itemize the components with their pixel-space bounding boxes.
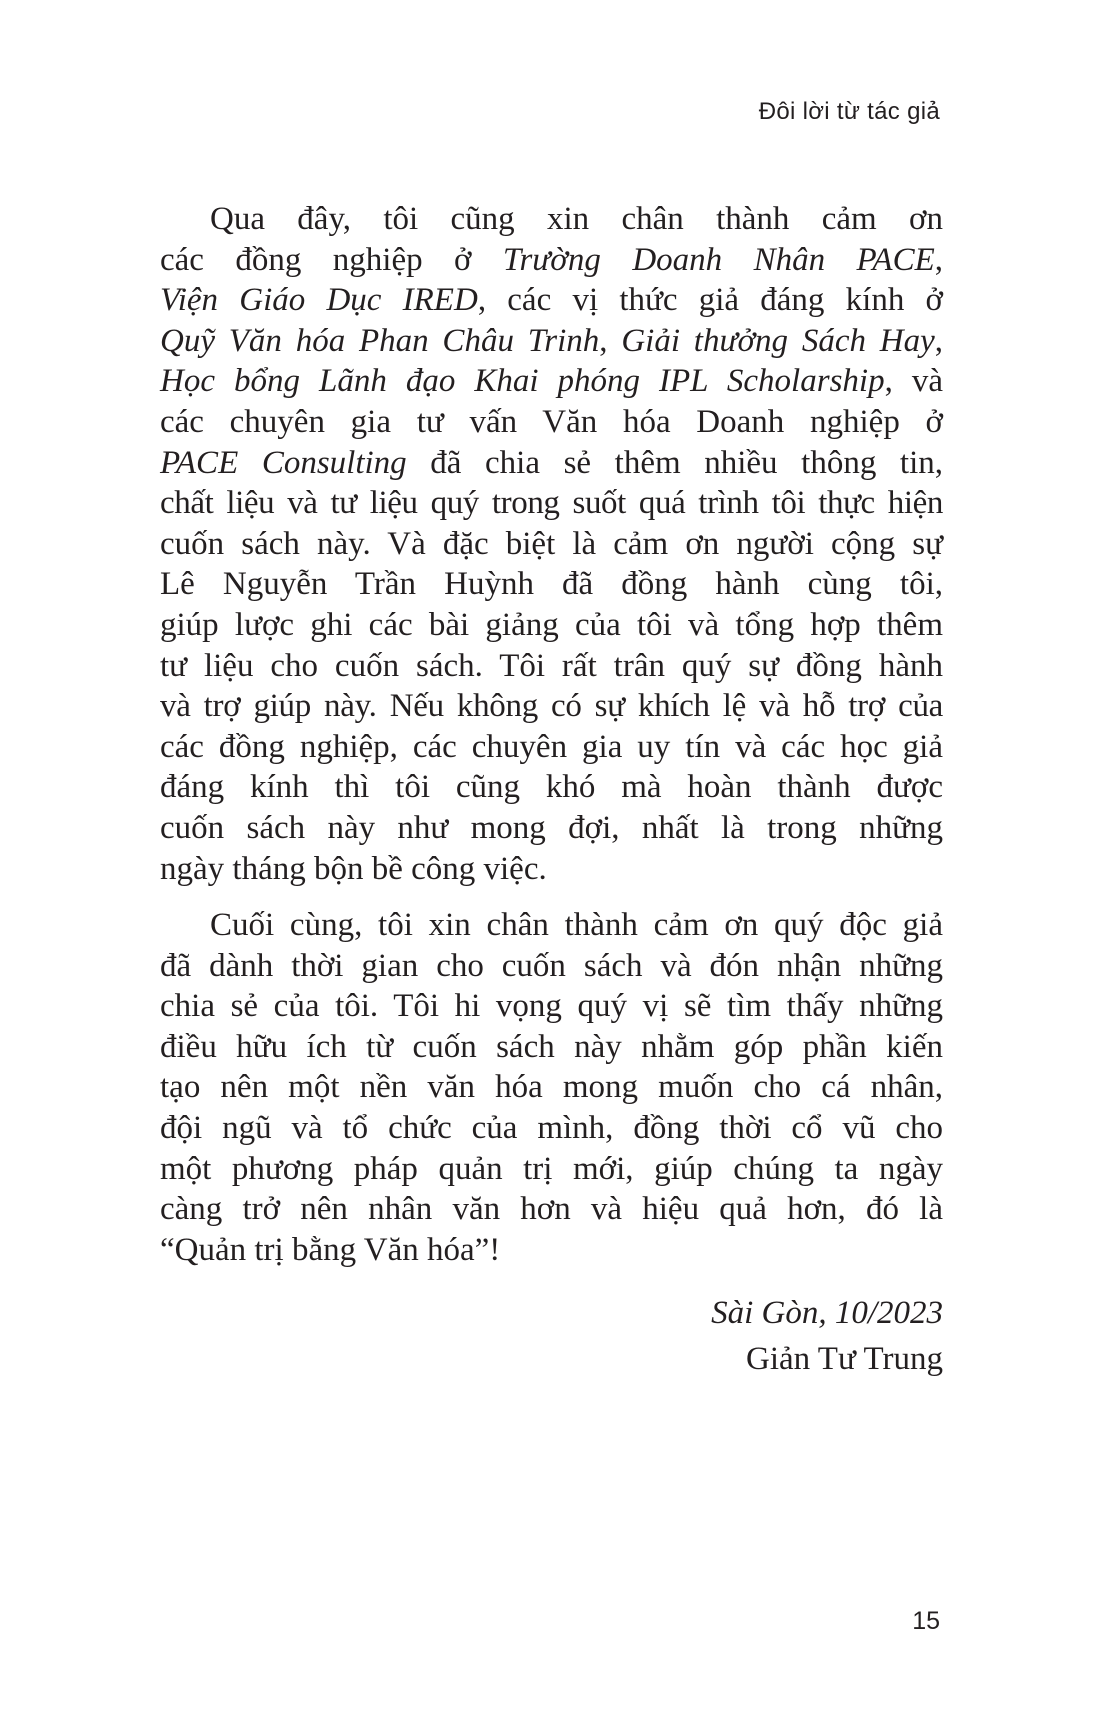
institution-name: Trường Doanh Nhân PACE [502, 241, 935, 278]
text-line: cuốn sách này như mong đợi, nhất là trong những [160, 809, 943, 846]
body-text [160, 199, 943, 1270]
text-line: “Quản trị bằng Văn hóa”! [160, 1231, 501, 1268]
text-line: Qua đây, tôi cũng xin chân thành cảm ơn [210, 201, 943, 237]
paragraph-acknowledgements [160, 199, 943, 889]
text-line: một phương pháp quản trị mới, giúp chúng ta ngày [160, 1150, 943, 1187]
page-number: 15 [912, 1607, 940, 1635]
running-head: Đôi lời từ tác giả [758, 98, 940, 125]
text-line: đội ngũ và tổ chức của mình, đồng thời cổ vũ cho [160, 1110, 943, 1147]
institution-name: Học bổng Lãnh đạo Khai phóng IPL Scholarship [160, 363, 885, 400]
text-line: Cuối cùng, tôi xin chân thành cảm ơn quý độc giả [210, 907, 943, 944]
institution-name: PACE Consulting [160, 444, 407, 481]
text-line: chia sẻ của tôi. Tôi hi vọng quý vị sẽ tìm thấy những [160, 988, 943, 1025]
institution-name: Viện Giáo Dục IRED [160, 282, 478, 319]
place-date: Sài Gòn, 10/2023 [711, 1295, 943, 1331]
text-line: các đồng nghiệp ở Trường Doanh Nhân PACE, [160, 241, 943, 278]
text-line: càng trở nên nhân văn hơn và hiệu quả hơn, đó là [160, 1191, 943, 1228]
text-line: Viện Giáo Dục IRED, các vị thức giả đáng kính ở [160, 282, 943, 319]
text-line: tạo nên một nền văn hóa mong muốn cho cá nhân, [160, 1069, 943, 1106]
text-line: Học bổng Lãnh đạo Khai phóng IPL Scholarship, và [160, 363, 943, 400]
text-line: và trợ giúp này. Nếu không có sự khích lệ và hỗ trợ của [160, 688, 943, 725]
text-line: điều hữu ích từ cuốn sách này nhằm góp phần kiến [160, 1028, 943, 1065]
text-line: cuốn sách này. Và đặc biệt là cảm ơn người cộng sự [160, 525, 943, 562]
text-line: chất liệu và tư liệu quý trong suốt quá trình tôi thực hiện [160, 485, 943, 522]
text-line: PACE Consulting đã chia sẻ thêm nhiều thông tin, [160, 444, 943, 481]
text-line: tư liệu cho cuốn sách. Tôi rất trân quý sự đồng hành [160, 647, 943, 684]
institution-name: Giải thưởng Sách Hay [621, 322, 935, 359]
text-line: giúp lược ghi các bài giảng của tôi và tổng hợp thêm [160, 606, 943, 643]
signoff [711, 1290, 943, 1382]
text-line: ngày tháng bộn bề công việc. [160, 850, 547, 887]
text-line: các chuyên gia tư vấn Văn hóa Doanh nghiệp ở [160, 403, 943, 440]
institution-name: Quỹ Văn hóa Phan Châu Trinh [160, 322, 600, 359]
text-line: đáng kính thì tôi cũng khó mà hoàn thành được [160, 769, 943, 806]
text-line: Lê Nguyễn Trần Huỳnh đã đồng hành cùng tôi, [160, 566, 943, 603]
text-line: các đồng nghiệp, các chuyên gia uy tín và các học giả [160, 728, 943, 765]
author-name: Giản Tư Trung [746, 1341, 943, 1377]
text-line: Quỹ Văn hóa Phan Châu Trinh, Giải thưởng Sách Hay, [160, 322, 944, 359]
paragraph-closing [160, 905, 943, 1270]
text-line: đã dành thời gian cho cuốn sách và đón nhận những [160, 947, 943, 984]
